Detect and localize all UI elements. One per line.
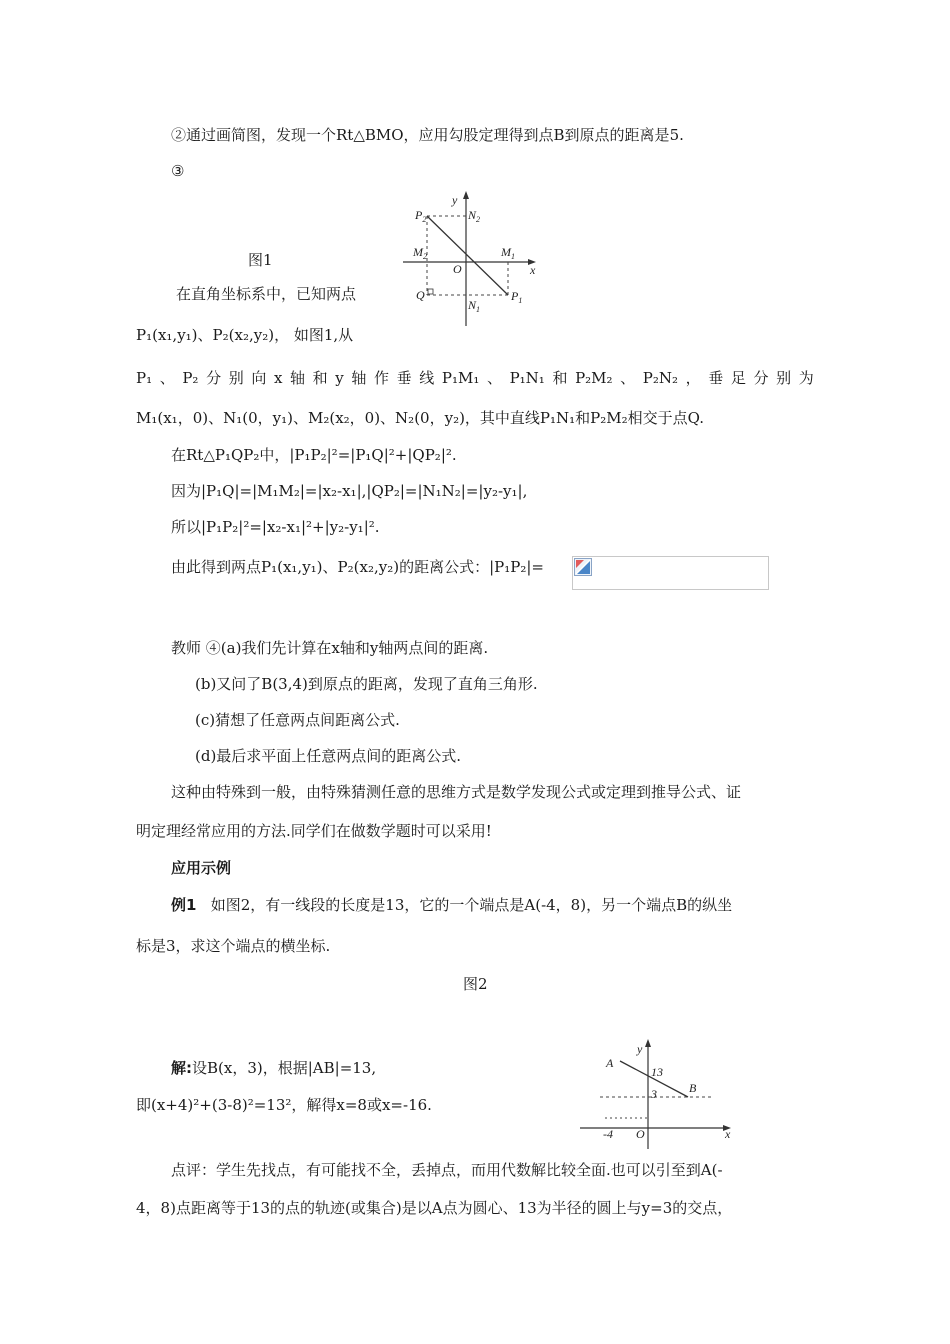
- fig2-y3-label: 3: [651, 1087, 657, 1101]
- text-line: 由此得到两点P₁(x₁,y₁)、P₂(x₂,y₂)的距离公式：|P₁P₂|=: [171, 558, 544, 576]
- solution-line: [171, 1058, 376, 1078]
- figure-2-caption: 图2: [463, 975, 488, 993]
- fig1-n2-label: $N_2$: [468, 208, 481, 224]
- formula-image-placeholder: [572, 556, 769, 590]
- example-text: 如图2，有一线段的长度是13，它的一个端点是A(-4，8)，另一个端点B的纵坐: [210, 896, 733, 914]
- y-axis-arrow: [463, 191, 469, 199]
- fig2-origin-label: O: [636, 1127, 645, 1141]
- example-label: 例1: [171, 896, 197, 914]
- text-line: (c)猜想了任意两点间距离公式.: [195, 711, 400, 729]
- segment-p1p2: [427, 216, 508, 295]
- text-line: P₁(x₁,y₁)、P₂(x₂,y₂)， 如图1,从: [136, 326, 354, 344]
- fig2-a-label: A: [606, 1056, 614, 1070]
- fig2-y-label: y: [637, 1042, 643, 1056]
- fig1-q-label: Q: [416, 288, 425, 302]
- text-line: ③: [171, 162, 185, 180]
- fig2-b-label: B: [689, 1081, 697, 1095]
- fig2-x-minus4-label: -4: [603, 1127, 613, 1141]
- figure-1-diagram: [398, 188, 546, 330]
- right-angle-mark: [428, 289, 433, 294]
- text-line: 明定理经常应用的方法.同学们在做数学题时可以采用!: [136, 822, 492, 840]
- text-line: ②通过画简图，发现一个Rt△BMO，应用勾股定理得到点B到原点的距离是5.: [171, 126, 684, 144]
- solution-label: 解:: [171, 1059, 192, 1077]
- fig1-y-label: y: [452, 193, 458, 207]
- fig2-length-label: 13: [651, 1065, 663, 1079]
- text-line: (b)又问了B(3,4)到原点的距离，发现了直角三角形.: [195, 675, 538, 693]
- fig1-m2-label: $M_2$: [413, 245, 427, 261]
- text-line: 这种由特殊到一般，由特殊猜测任意的思维方式是数学发现公式或定理到推导公式、证: [171, 783, 742, 801]
- fig1-p1-label: $P_1$: [511, 289, 523, 305]
- text-line: M₁(x₁，0)、N₁(0，y₁)、M₂(x₂，0)、N₂(0，y₂)，其中直线P₁N₁和P₂M₂相交于点Q.: [136, 409, 704, 427]
- text-line: 在直角坐标系中，已知两点: [176, 285, 357, 303]
- text-line: 即(x+4)²+(3-8)²=13²，解得x=8或x=-16.: [136, 1096, 432, 1114]
- text-line: 点评：学生先找点，有可能找不全，丢掉点，而用代数解比较全面.也可以引至到A(-: [171, 1161, 723, 1179]
- section-heading: 应用示例: [171, 859, 232, 877]
- figure-2-diagram: [570, 1036, 740, 1152]
- broken-image-icon: [574, 558, 592, 576]
- fig1-p2-label: $P_2$: [415, 208, 427, 224]
- example-1-line: [171, 895, 732, 915]
- y-axis-arrow: [645, 1039, 651, 1047]
- fig2-x-label: x: [725, 1127, 731, 1141]
- fig1-x-label: x: [530, 263, 536, 277]
- fig1-n1-label: $N_1$: [468, 298, 481, 314]
- text-line: 教师 ④(a)我们先计算在x轴和y轴两点间的距离.: [171, 639, 489, 657]
- figure-1-caption: 图1: [248, 251, 273, 269]
- text-line: 因为|P₁Q|=|M₁M₂|=|x₂-x₁|,|QP₂|=|N₁N₂|=|y₂-y₁|,: [171, 482, 528, 500]
- text-line: (d)最后求平面上任意两点间的距离公式.: [195, 747, 462, 765]
- fig1-m1-label: $M_1$: [501, 245, 515, 261]
- justified-line: P₁ 、 P₂ 分 别 向 x 轴 和 y 轴 作 垂 线 P₁M₁ 、 P₁N₁ 和 P₂M₂ 、 P₂N₂ ， 垂 足 分 别 为: [136, 369, 814, 387]
- text-line: 4，8)点距离等于13的点的轨迹(或集合)是以A点为圆心、13为半径的圆上与y=3的交点，: [136, 1199, 733, 1217]
- solution-text: 设B(x，3)，根据|AB|=13,: [192, 1059, 377, 1077]
- text-line: 所以|P₁P₂|²=|x₂-x₁|²+|y₂-y₁|².: [171, 518, 380, 536]
- text-line: 标是3，求这个端点的横坐标.: [136, 937, 331, 955]
- fig1-origin-label: O: [453, 262, 462, 276]
- text-line: 在Rt△P₁QP₂中，|P₁P₂|²=|P₁Q|²+|QP₂|².: [171, 446, 457, 464]
